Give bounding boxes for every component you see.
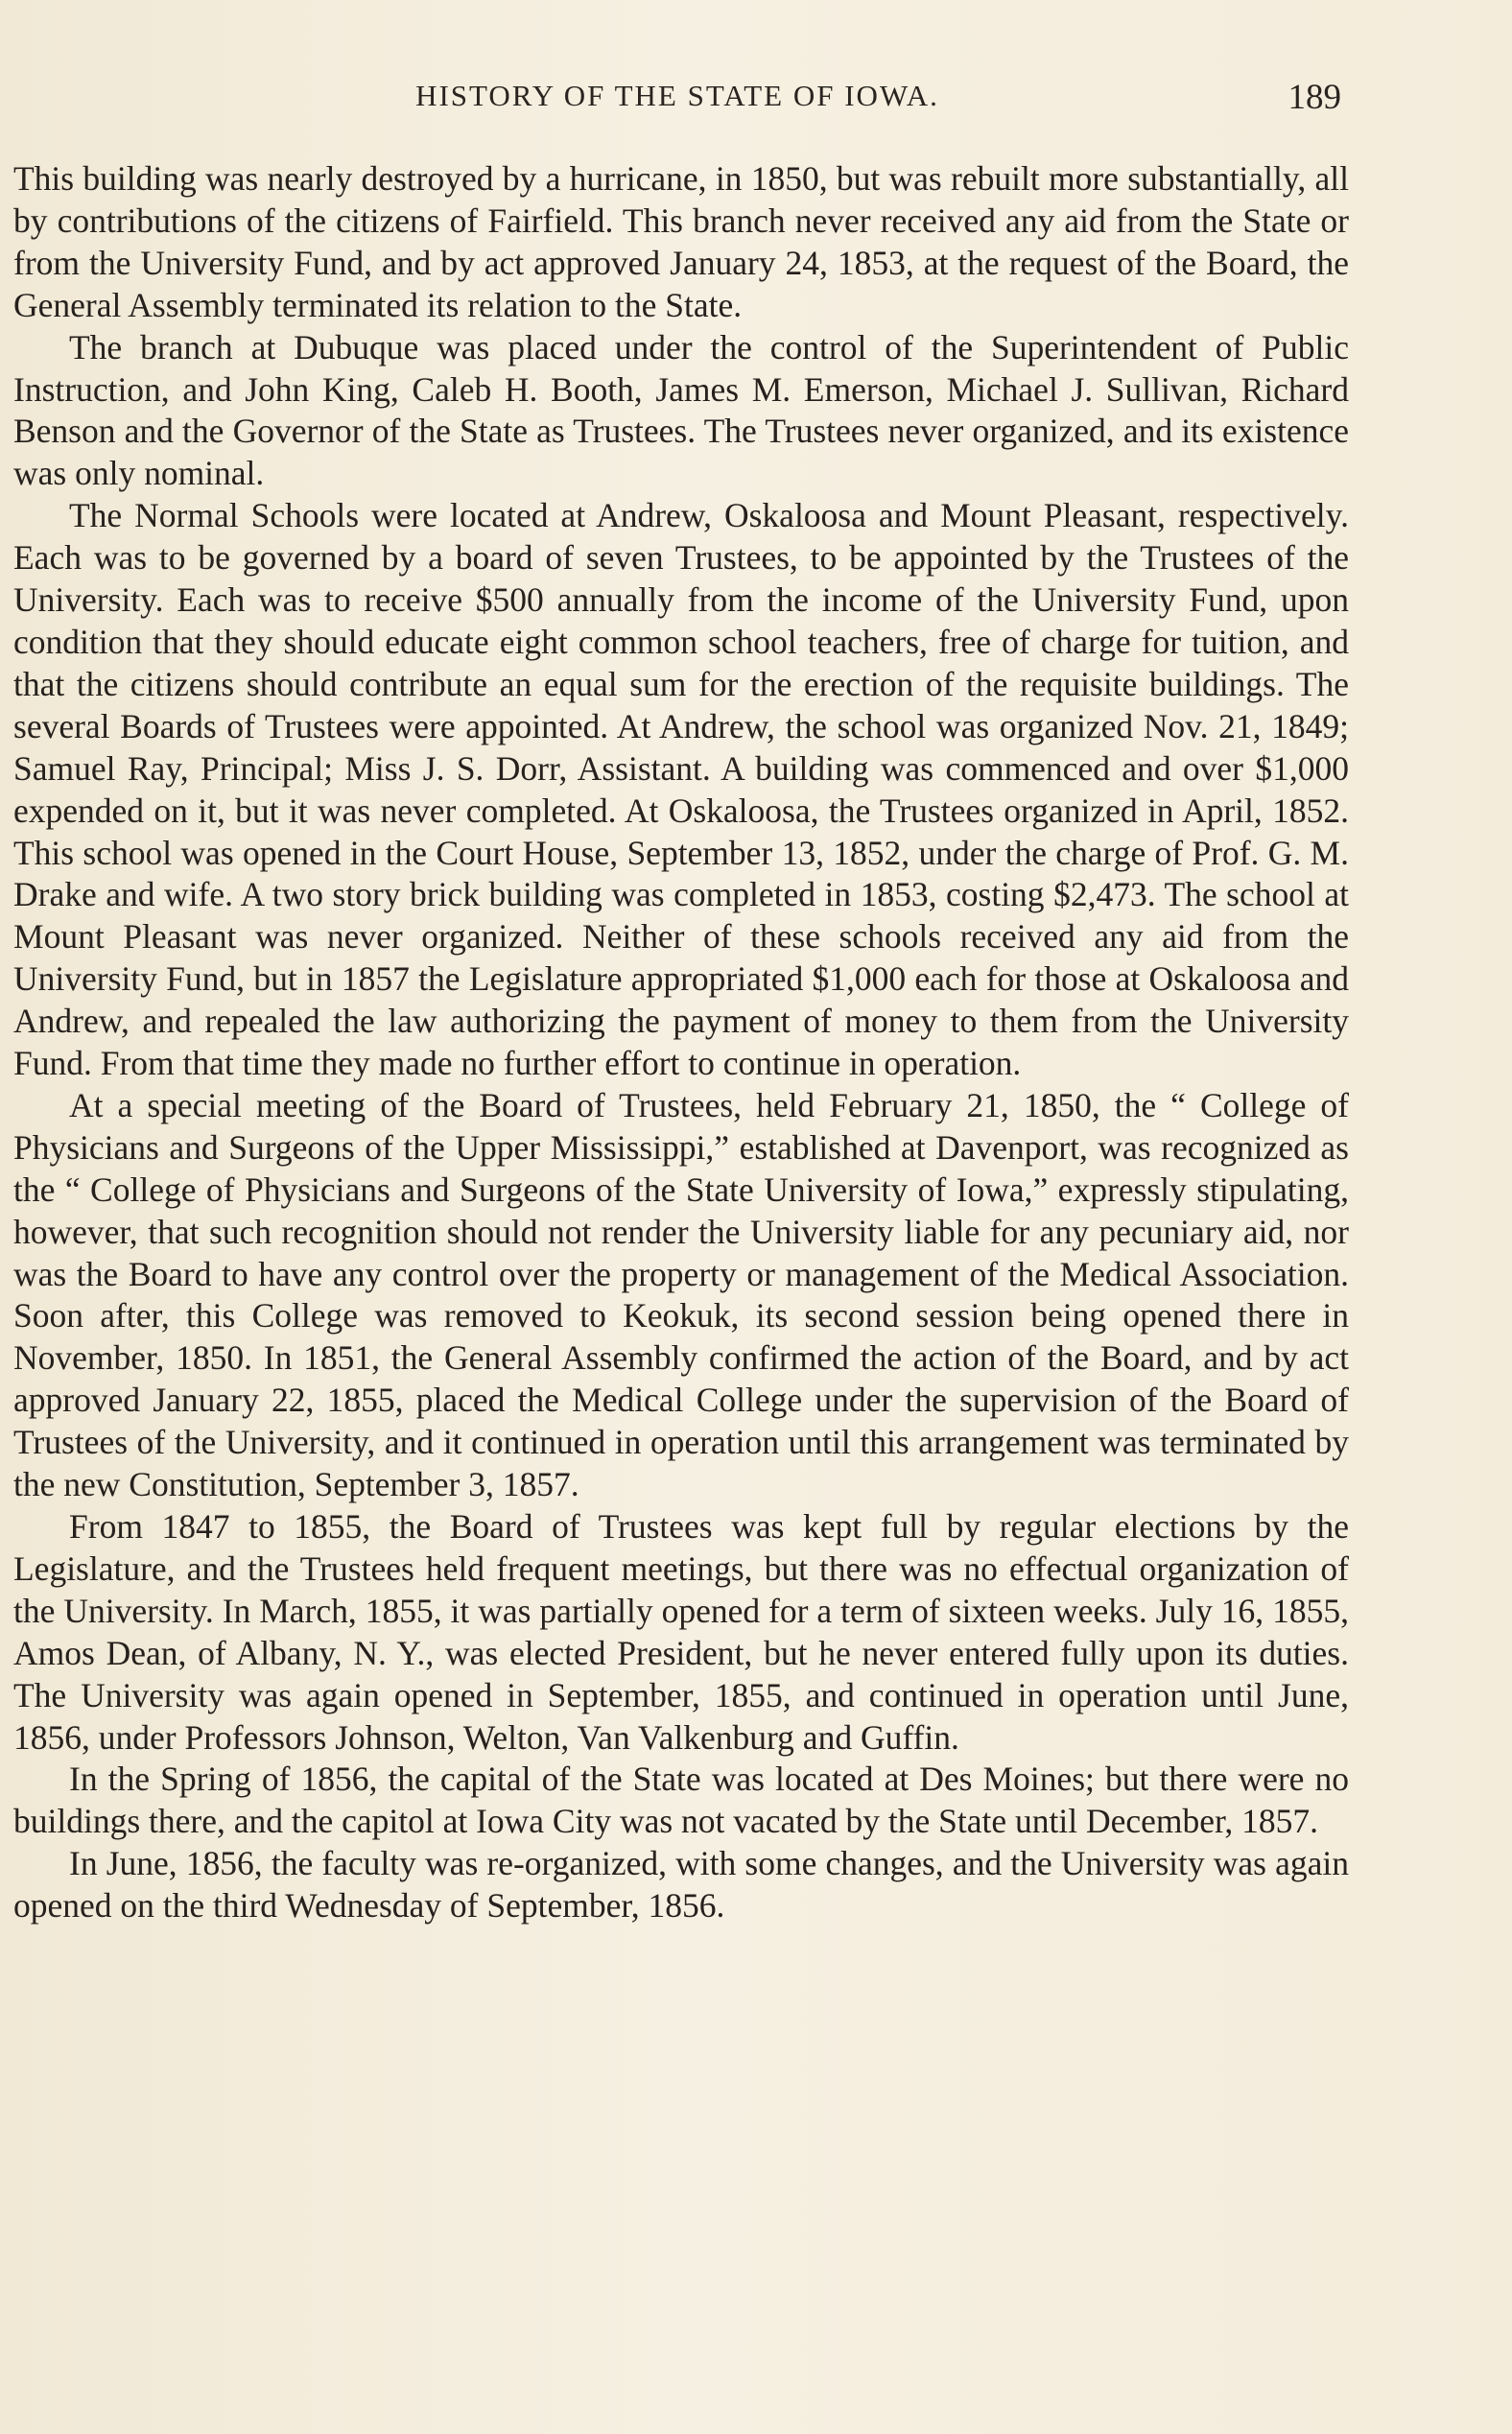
page-number: 189 <box>1288 78 1341 117</box>
body-text <box>13 158 1349 1927</box>
page-header <box>13 79 1341 127</box>
paragraph-3: The Normal Schools were located at Andrew, Oskaloosa and Mount Pleasant, respectively. Each was to be governed by a board of seven Trustees, to be appointed by the Trustees of the University. Each was to receive $500 annually from the income of the University Fund, upon condition that they should educate eight common school teachers, free of charge for tuition, and that the citizens should contribute an equal sum for the erection of the requisite buildings. The several Boards of Trustees were appointed. At Andrew, the school was organized Nov. 21, 1849; Samuel Ray, Principal; Miss J. S. Dorr, Assistant. A building was commenced and over $1,000 expended on it, but it was never completed. At Oskaloosa, the Trustees organized in April, 1852. This school was opened in the Court House, September 13, 1852, under the charge of Prof. G. M. Drake and wife. A two story brick building was completed in 1853, costing $2,473. The school at Mount Pleasant was never organized. Neither of these schools received any aid from the University Fund, but in 1857 the Legislature appropriated $1,000 each for those at Oskaloosa and Andrew, and repealed the law authorizing the payment of money to them from the University Fund. From that time they made no further effort to continue in operation. <box>13 496 1349 1083</box>
paragraph-5: From 1847 to 1855, the Board of Trustees was kept full by regular elections by the Legislature, and the Trustees held frequent meetings, but there was no effectual organization of the University. In March, 1855, it was partially opened for a term of sixteen weeks. July 16, 1855, Amos Dean, of Albany, N. Y., was elected President, but he never entered fully upon its duties. The University was again opened in September, 1855, and continued in operation until June, 1856, under Professors Johnson, Welton, Van Valkenburg and Guffin. <box>13 1507 1349 1757</box>
paragraph-6: In the Spring of 1856, the capital of the State was located at Des Moines; but there were no buildings there, and the capitol at Iowa City was not vacated by the State until December, 1857. <box>13 1760 1349 1841</box>
running-title: HISTORY OF THE STATE OF IOWA. <box>415 79 939 112</box>
paragraph-1: This building was nearly destroyed by a hurricane, in 1850, but was rebuilt more substantially, all by contributions of the citizens of Fairfield. This branch never received any aid from the State or from the University Fund, and by act approved January 24, 1853, at the request of the Board, the General Assembly terminated its relation to the State. <box>13 159 1349 324</box>
paragraph-2: The branch at Dubuque was placed under the control of the Superintendent of Public Instruction, and John King, Caleb H. Booth, James M. Emerson, Michael J. Sullivan, Richard Benson and the Governor of the State as Trustees. The Trustees never organized, and its existence was only nominal. <box>13 327 1349 493</box>
paragraph-4: At a special meeting of the Board of Trustees, held February 21, 1850, the “ College of Physicians and Surgeons of the Upper Mississippi,” established at Davenport, was recognized as the “ College of Physicians and Surgeons of the State University of Iowa,” expressly stipulating, however, that such recognition should not render the University liable for any pecuniary aid, nor was the Board to have any control over the property or management of the Medical Association. Soon after, this College was removed to Keokuk, its second session being opened there in November, 1850. In 1851, the General Assembly confirmed the action of the Board, and by act approved January 22, 1855, placed the Medical College under the supervision of the Board of Trustees of the University, and it continued in operation until this arrangement was terminated by the new Constitution, September 3, 1857. <box>13 1085 1349 1504</box>
paragraph-7: In June, 1856, the faculty was re-organized, with some changes, and the University was again opened on the third Wednesday of September, 1856. <box>13 1844 1349 1926</box>
